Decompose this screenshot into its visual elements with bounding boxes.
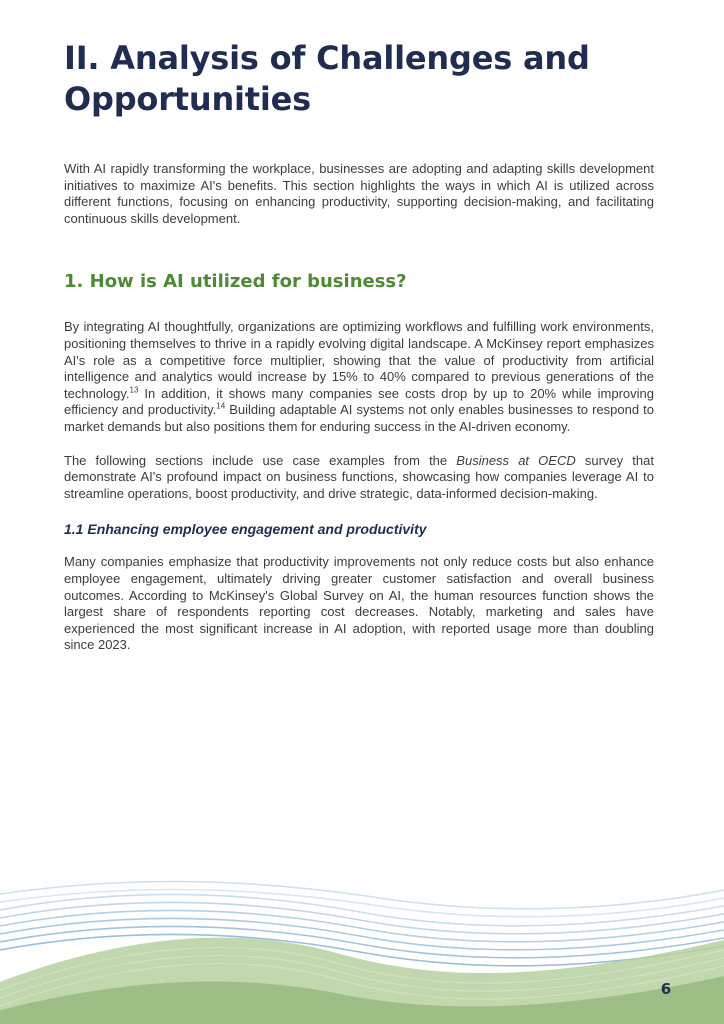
paragraph-text: survey that demonstrate AI's profound impact on business functions, showcasing how companies leverage AI to streamline operations, boost productivity, and drive strategic, data-informed decision-making.: [64, 452, 654, 501]
paragraph-text: By integrating AI thoughtfully, organizations are optimizing workflows and fulfilling work environments, positioning themselves to thrive in a rapidly evolving digital landscape. A McKinsey report emphasizes AI's role as a competitive force multiplier, showing that the value of productivity from artificial intelligence and analytics would increase by 15% to 40% compared to previous generations of the technology.: [64, 319, 654, 401]
paragraph-use-cases: [64, 453, 654, 503]
decorative-wave-footer: [0, 870, 724, 1024]
intro-paragraph: With AI rapidly transforming the workplace, businesses are adopting and adapting skills development initiatives to maximize AI's benefits. This section highlights the ways in which AI is utilized across different functions, focusing on enhancing productivity, supporting decision-making, and facilitating continuous skills development.: [64, 161, 654, 226]
page-content: [64, 38, 654, 654]
subsection-heading-engagement: 1.1 Enhancing employee engagement and productivity: [64, 521, 427, 538]
paragraph-text: The following sections include use case examples from the: [64, 452, 457, 468]
section-heading-ai-business: 1. How is AI utilized for business?: [64, 271, 407, 293]
paragraph-text: Building adaptable AI systems not only enables businesses to respond to market demands but also positions them for enduring success in the AI-driven economy.: [64, 402, 655, 434]
paragraph-text: In addition, it shows many companies see costs drop by up to 20% while improving efficiency and productivity.: [64, 385, 654, 418]
page-number: 6: [660, 980, 672, 998]
paragraph-integrating-ai: [64, 319, 654, 435]
survey-name: Business at OECD: [456, 452, 576, 468]
footnote-ref-13[interactable]: 13: [129, 385, 139, 395]
page-title: II. Analysis of Challenges and Opportunities: [64, 39, 590, 118]
paragraph-productivity: Many companies emphasize that productivity improvements not only reduce costs but also enhance employee engagement, ultimately driving greater customer satisfaction and overall business outcomes. According to McKinsey's Global Survey on AI, the human resources function shows the largest share of respondents reporting cost decreases. Notably, marketing and sales have experienced the most significant increase in AI adoption, with reported usage more than doubling since 2023.: [64, 554, 654, 653]
footnote-ref-14[interactable]: 14: [216, 402, 226, 412]
